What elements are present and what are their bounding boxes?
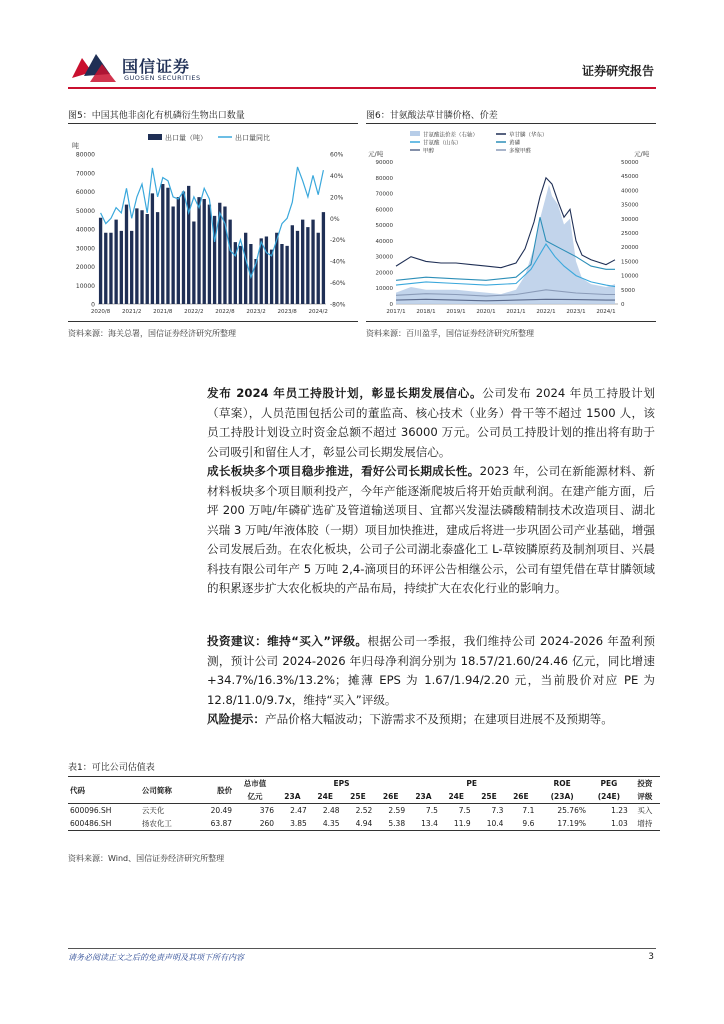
y-tick-label-right: 60% [330,151,344,159]
export-volume-bar [291,225,294,304]
figure-5 [68,108,358,339]
header-year: 24E [440,790,473,804]
export-volume-bar [208,205,211,304]
cell-pe: 11.9 [440,817,473,831]
y-tick-label-left: 50000 [75,207,95,215]
export-volume-bar [322,212,325,304]
y-tick-label-right: -60% [330,280,346,288]
export-volume-bar [285,246,288,304]
y-tick-label-left: 80000 [375,175,393,182]
export-volume-bar [114,220,117,304]
x-tick-label: 2024/2 [308,309,328,315]
export-volume-bar [301,220,304,304]
paragraph-growth [207,462,655,599]
export-volume-bar [156,212,159,304]
header-year: 26E [505,790,536,804]
footer-rule [68,948,656,949]
cell-pe: 7.5 [425,806,438,815]
cell-name: 扬农化工 [140,817,194,831]
cell-price: 63.87 [194,817,234,831]
export-volume-bar [203,199,206,304]
legend-label: 草甘膦（华东） [509,132,548,139]
price-series-line [396,217,615,280]
paragraph-growth-lead: 成长板块多个项目稳步推进，看好公司长期成长性。 [207,464,480,478]
cell-name: 云天化 [141,806,165,815]
header-year: 25E [473,790,506,804]
export-volume-bar [306,227,309,304]
export-volume-bar [296,231,299,304]
header-year: 25E [342,790,375,804]
y-tick-label-right: 15000 [621,259,639,266]
cell-roe: 17.19% [536,817,588,831]
cell-eps: 5.38 [374,817,407,831]
guosen-logo-icon [70,52,118,84]
y-axis-unit-label-right: 元/吨 [634,150,650,158]
y-tick-label-left: 0 [91,301,95,309]
header-eps: EPS [276,777,407,791]
brand-name-cn: 国信证券 [122,57,191,76]
legend-label: 甘氨酸（山东） [423,140,462,147]
cell-pe: 9.6 [505,817,536,831]
export-volume-bar [228,220,231,304]
export-volume-bar [125,205,128,304]
header-year: 23A [407,790,440,804]
header-mcap: 总市值 [234,777,276,791]
y-tick-label-right: 45000 [621,174,639,181]
y-axis-unit-label-left: 元/吨 [368,150,384,158]
x-tick-label: 2022/8 [215,309,235,315]
legend-bar-swatch [148,134,162,140]
export-volume-bar [135,208,138,304]
header-roe: ROE [536,777,588,791]
table-header-row-1 [68,777,660,791]
legend-line-label: 出口量同比 [235,134,270,142]
legend-label: 甘氨酸法价差（右轴） [423,132,479,139]
export-volume-bar [244,233,247,304]
x-tick-label: 2018/1 [416,309,436,315]
cell-pe: 7.1 [522,806,535,815]
export-volume-chart [68,126,358,320]
export-volume-bar [171,207,174,305]
cell-peg: 1.23 [611,806,628,815]
x-tick-label: 2022/1 [536,309,556,315]
header-rule [68,87,656,89]
header-peg: PEG [588,777,630,791]
figure-5-source: 资料来源：海关总署，国信证券经济研究所整理 [68,329,236,338]
paragraph-investment-lead: 投资建议：维持“买入”评级。 [207,634,368,648]
export-volume-bar [151,193,154,304]
header-mcap-unit: 亿元 [234,790,276,804]
cell-eps: 2.59 [388,806,406,815]
export-volume-bar [280,244,283,304]
export-volume-bar [311,220,314,304]
figure-6-title: 图6：甘氨酸法草甘膦价格、价差 [366,108,656,124]
y-tick-label-left: 10000 [375,286,393,293]
cell-pe: 13.4 [407,817,440,831]
cell-eps: 2.47 [290,806,307,815]
y-tick-label-left: 60000 [375,207,393,214]
legend-label: 甲醇 [423,148,435,155]
cell-peg: 1.03 [588,817,630,831]
y-tick-label-right: 5000 [621,287,635,294]
x-tick-label: 2023/2 [246,309,266,315]
paragraph-risk [207,710,655,730]
y-tick-label-right: 0 [621,302,625,308]
y-tick-label-right: -20% [330,237,346,245]
export-volume-bar [104,233,107,304]
x-tick-label: 2023/1 [566,309,586,315]
export-volume-bar [265,237,268,305]
y-tick-label-right: 20% [330,194,344,202]
header-name: 公司简称 [140,777,194,804]
header-rating: 投资 [630,777,660,791]
export-volume-bar [182,192,185,305]
y-tick-label-left: 50000 [375,223,393,230]
cell-mcap: 376 [259,806,275,815]
y-tick-label-left: 70000 [375,191,393,198]
y-tick-label-left: 30000 [75,245,95,253]
x-tick-label: 2024/1 [596,309,616,315]
header-roe-sub: (23A) [536,790,588,804]
export-yoy-line [101,167,324,277]
x-tick-label: 2020/8 [90,309,111,315]
report-type: 证券研究报告 [581,64,654,78]
header-year: 23A [276,790,309,804]
figure-5-chart [68,126,358,322]
figure-6-chart [366,126,656,322]
y-tick-label-right: -40% [330,258,346,266]
y-tick-label-right: 0% [330,215,340,223]
legend-bar-label: 出口量（吨） [165,134,207,142]
brand-name-en: GUOSEN SECURITIES [124,74,201,82]
export-volume-bar [99,218,102,304]
header-price: 股价 [194,777,234,804]
table-row [68,817,660,831]
spread-area [396,185,615,304]
y-tick-label-right: 30000 [621,216,639,223]
y-tick-label-right: 40000 [621,188,639,195]
y-tick-label-left: 40000 [375,238,393,245]
export-volume-bar [166,188,169,304]
table-title: 表1：可比公司估值表 [68,763,155,773]
header-rating-2: 评级 [630,790,660,804]
price-series-line [396,178,615,268]
export-volume-bar [197,197,200,304]
legend-label: 多聚甲醛 [509,148,532,155]
cell-eps: 3.85 [276,817,309,831]
valuation-table [68,776,660,831]
export-volume-bar [187,186,190,304]
export-volume-bar [146,214,149,304]
cell-mcap: 260 [234,817,276,831]
cell-pe: 7.5 [458,806,471,815]
figure-5-title: 图5：中国其他非卤化有机磷衍生物出口数量 [68,108,358,124]
y-tick-label-left: 20000 [375,270,393,277]
x-tick-label: 2019/1 [446,309,466,315]
y-tick-label-right: 20000 [621,245,639,252]
y-tick-label-left: 80000 [75,151,95,159]
y-tick-label-left: 30000 [375,254,393,261]
paragraph-investment [207,632,655,710]
cell-pe: 7.3 [491,806,504,815]
cell-price: 20.49 [210,806,233,815]
export-volume-bar [177,197,180,304]
paragraph-esop [207,384,655,462]
y-tick-label-left: 90000 [375,160,393,166]
cell-rating: 买入 [637,806,653,815]
export-volume-bar [317,233,320,304]
figure-6-source: 资料来源：百川盈孚，国信证券经济研究所整理 [366,329,534,338]
y-tick-label-left: 40000 [75,226,95,234]
legend-label: 黄磷 [509,140,521,147]
y-tick-label-left: 10000 [75,282,95,290]
page-header [0,0,724,90]
x-tick-label: 2021/2 [122,309,142,315]
y-tick-label-left: 0 [389,302,393,308]
x-tick-label: 2022/2 [184,309,204,315]
y-tick-label-right: 25000 [621,231,639,237]
header-year: 24E [309,790,342,804]
legend-swatch [410,131,420,136]
y-tick-label-left: 60000 [75,189,95,196]
header-pe: PE [407,777,536,791]
header-code: 代码 [68,777,140,804]
header-peg-sub: (24E) [588,790,630,804]
cell-eps: 4.94 [342,817,375,831]
y-tick-label-left: 70000 [75,170,95,178]
export-volume-bar [140,210,143,304]
cell-eps: 2.52 [355,806,373,815]
cell-code: 600096.SH [70,806,112,815]
export-volume-bar [130,231,133,304]
x-tick-label: 2021/1 [506,309,526,315]
y-tick-label-left: 20000 [75,264,95,271]
table-row [68,804,660,818]
export-volume-bar [161,184,164,304]
cell-eps: 2.48 [322,806,340,815]
footer-disclaimer: 请务必阅读正文之后的免责声明及其项下所有内容 [68,953,244,962]
header-year: 26E [374,790,407,804]
x-tick-label: 2023/8 [277,309,297,315]
paragraph-risk-text: 产品价格大幅波动；下游需求不及预期；在建项目进展不及预期等。 [264,712,613,726]
figure-6 [366,108,656,339]
cell-roe: 25.76% [557,806,586,815]
export-volume-bar [239,246,242,304]
x-tick-label: 2021/8 [153,309,173,315]
export-volume-bar [270,250,273,304]
cell-code: 600486.SH [68,817,140,831]
paragraph-esop-text: 公司发布 2024 年员工持股计划（草案），人员范围包括公司的董监高、核心技术（业务）骨干等不超过 1500 人，该员工持股计划设立时资金总额不超过 36000 万元。公司员工持股计划的推出将有助于公司吸引和留住人才，彰显公司长期发展信心。 [207,386,655,459]
y-tick-label-right: 10000 [621,273,639,280]
export-volume-bar [109,233,112,304]
y-tick-label-right: 40% [330,172,344,180]
glyphosate-price-chart [366,126,656,320]
x-tick-label: 2020/1 [476,309,496,315]
page-number: 3 [648,952,654,962]
paragraph-investment-text: 根据公司一季报，我们维持公司 2024-2026 年盈利预测，预计公司 2024-2026 年归母净利润分别为 18.57/21.60/24.46 亿元，同比增速+34.7%/16.3%/13.2%；摊薄 EPS 为 1.67/1.94/2.20 元，当前股价对应 PE 为 12.8/11.0/9.7x，维持“买入”评级。 [207,634,655,707]
paragraph-esop-lead: 发布 2024 年员工持股计划，彰显长期发展信心。 [207,386,483,400]
paragraph-risk-lead: 风险提示： [207,712,265,726]
y-tick-label-right: 50000 [621,160,639,166]
cell-eps: 4.35 [309,817,342,831]
y-tick-label-right: 35000 [621,202,639,209]
cell-pe: 10.4 [473,817,506,831]
table-source: 资料来源：Wind、国信证券经济研究所整理 [68,854,225,863]
cell-rating: 增持 [630,817,660,831]
paragraph-growth-text: 2023 年，公司在新能源材料、新材料板块多个项目顺利投产，今年产能逐渐爬坡后将开始贡献利润。在建产能方面，后坪 200 万吨/年磷矿选矿及管道输送项目、宜都兴发湿法磷酸精制技术改造项目、湖北兴瑞 3 万吨/年液体胶（一期）项目加快推进，建成后将进一步巩固公司产业基础，增强公司发展后劲。在农化板块，公司子公司湖北泰盛化工 L-草铵膦原药及制剂项目、兴晨科技有限公司年产 5 万吨 2,4-滴项目的环评公告相继公示，公司有望凭借在草甘膦领域的积累逐步扩大农化板块的产品布局，持续扩大在农化行业的影响力。 [207,464,655,595]
y-axis-unit-label: 吨 [72,142,79,150]
export-volume-bar [120,231,123,304]
y-tick-label-right: -80% [330,301,346,309]
export-volume-bar [192,222,195,305]
x-tick-label: 2017/1 [386,309,406,315]
